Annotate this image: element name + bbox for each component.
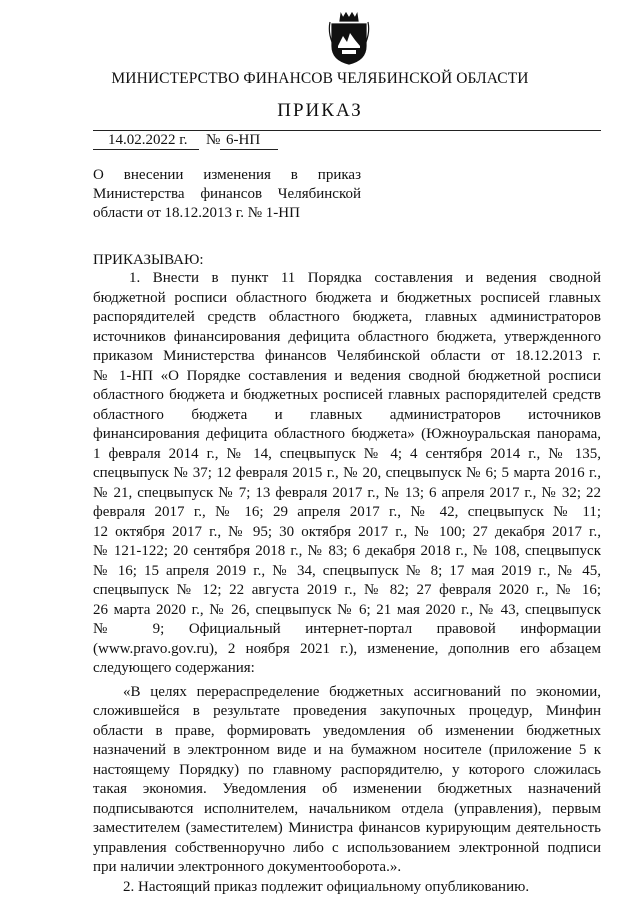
paragraph-1-line: областного бюджета и главных администраторов источников [93,406,601,423]
paragraph-1-line: № 1-НП «О Порядке составления и ведения сводной бюджетной росписи [93,367,601,384]
paragraph-1-line: источников финансирования дефицита областного бюджета, утвержденного [93,328,601,345]
order-subject [93,166,361,223]
paragraph-2: 2. Настоящий приказ подлежит официальному опубликованию. [123,878,530,895]
paragraph-1-line: следующего содержания: [93,660,255,676]
paragraph-1-line: приказом Министерства финансов Челябинской области от 18.12.2013 г. [93,348,601,364]
paragraph-1-line: № 9; Официальный интернет-портал правовой информации [93,621,601,637]
quote-line: такая экономия. Уведомления об изменении бюджетных назначений [93,781,601,797]
date-underline [93,149,199,150]
quote-line: при наличии электронного документооборота.». [93,859,402,875]
number-underline [220,149,278,150]
quote-line: заместителем (заместителем) Министра финансов курирующим деятельность [93,820,601,836]
header-rule [93,130,601,131]
quote-line: подписываются исполнителем, начальником отдела (управления), первым [93,800,601,817]
paragraph-1-line: № 21, спецвыпуск № 7; 13 февраля 2017 г., № 13; 6 апреля 2017 г., № 32; 22 [93,484,601,501]
paragraph-1-line: 1 февраля 2014 г., № 14, спецвыпуск № 4; 4 сентября 2014 г., № 135, [93,445,601,462]
paragraph-1-line: 12 октября 2017 г., № 95; 30 октября 2017 г., № 100; 27 декабря 2017 г., [93,523,601,540]
quote-line: сложившейся в результате проведения закупочных процедур, Минфин [93,703,601,719]
paragraph-1-line: областного бюджета и бюджетных росписей главных распорядителей средств [93,387,601,403]
quote-line: «В целях перераспределение бюджетных ассигнований по экономии, [123,683,601,700]
order-number: 6-НП [226,132,261,148]
coat-of-arms-emblem [328,10,370,66]
paragraph-1-line: финансирования дефицита областного бюджета» (Южноуральская панорама, [93,426,601,442]
quote-line: области в праве, формировать уведомления об изменении бюджетных [93,722,601,739]
order-directive-word: ПРИКАЗЫВАЮ: [93,252,204,268]
subject-line: О внесении изменения в приказ [93,167,361,183]
order-date: 14.02.2022 г. [108,132,188,148]
paragraph-1-line: бюджетной росписи областного бюджета и бюджетных росписей главных [93,289,601,306]
paragraph-1-line: спецвыпуск № 12; 22 августа 2019 г., № 82; 27 февраля 2020 г., № 16; [93,582,601,598]
quote-line: настоящему Порядку) по главному распорядителю, у которого сложилась [93,761,601,778]
paragraph-1-line: (www.pravo.gov.ru), 2 ноября 2021 г.), изменение, дополнив его абзацем [93,640,601,657]
paragraph-1-line: спецвыпуск № 37; 12 февраля 2015 г., № 20, спецвыпуск № 6; 5 марта 2016 г., [93,465,601,481]
subject-line: области от 18.12.2013 г. № 1-НП [93,205,300,221]
paragraph-1-line: 26 марта 2020 г., № 26, спецвыпуск № 6; 21 мая 2020 г., № 43, спецвыпуск [93,601,601,618]
quote-line: назначений в электронном виде и на бумажном носителе (приложение 5 к [93,742,601,758]
order-body [93,269,601,897]
paragraph-1-line: распорядителей средств областного бюджета, главных администраторов [93,309,601,325]
ministry-name: МИНИСТЕРСТВО ФИНАНСОВ ЧЕЛЯБИНСКОЙ ОБЛАСТИ [111,70,529,87]
paragraph-1-line: февраля 2017 г., № 16; 29 апреля 2017 г., № 42, спецвыпуск № 11; [93,504,601,520]
paragraph-1-line: № 16; 15 апреля 2019 г., № 34, спецвыпуск № 8; 17 мая 2019 г., № 45, [93,562,601,579]
document-type-title: ПРИКАЗ [277,100,363,121]
subject-line: Министерства финансов Челябинской [93,186,361,202]
number-sign: № [206,132,221,148]
paragraph-1-line: 1. Внести в пункт 11 Порядка составления и ведения сводной [129,270,601,286]
paragraph-1-line: № 121-122; 20 сентября 2018 г., № 83; 6 декабря 2018 г., № 108, спецвыпуск [93,543,601,559]
quote-line: управления собственноручно либо с использованием электронной подписи [93,839,601,856]
